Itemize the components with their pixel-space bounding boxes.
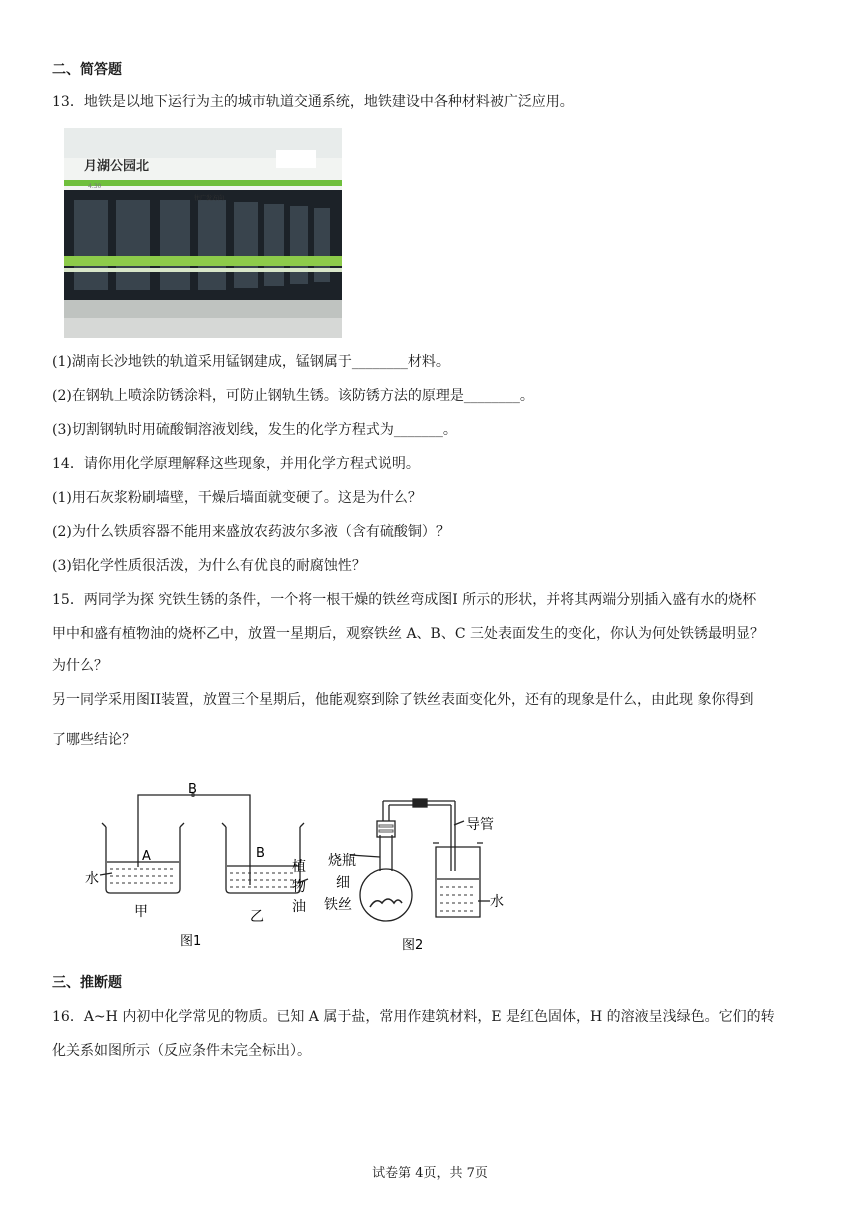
- station-name-sign: 月湖公园北: [84, 159, 150, 174]
- page-footer: 试卷第 4页，共 7页: [372, 1166, 488, 1181]
- question-13-stem: 13．地铁是以地下运行为主的城市轨道交通系统，地铁建设中各种材料被广泛应用。: [52, 94, 574, 110]
- question-15-line-2: 甲中和盛有植物油的烧杯乙中，放置一星期后，观察铁丝 A、B、C 三处表面发生的变化，你认为何处铁锈最明显？: [52, 626, 765, 642]
- question-14-part-1: (1)用石灰浆粉刷墙壁，干燥后墙面就变硬了。这是为什么？: [52, 490, 422, 506]
- label-tube: 导管: [466, 817, 494, 833]
- label-beaker-jia: 甲: [134, 904, 148, 920]
- direction-sign: 往广发方向: [194, 195, 225, 202]
- label-oil-3: 油: [292, 899, 306, 915]
- section-heading-inference: 三、推断题: [52, 975, 122, 991]
- question-13-part-3: (3)切割钢轨时用硫酸铜溶液划线，发生的化学方程式为_______。: [52, 422, 457, 438]
- sign-number: 4.30: [88, 183, 102, 190]
- question-15-line-5: 了哪些结论？: [52, 732, 136, 748]
- question-13-part-1: (1)湖南长沙地铁的轨道采用锰钢建成，锰钢属于________材料。: [52, 354, 450, 370]
- label-oil-1: 植: [292, 859, 306, 875]
- label-water-left: 水: [85, 871, 99, 887]
- label-fine: 细: [336, 875, 350, 891]
- figure-1-iron-wire-beakers: [100, 795, 308, 893]
- label-b: B: [256, 846, 265, 861]
- label-oil-2: 物: [292, 879, 306, 895]
- metro-station-photo: [64, 128, 342, 338]
- label-a: A: [142, 849, 151, 864]
- question-14-stem: 14．请你用化学原理解释这些现象，并用化学方程式说明。: [52, 456, 420, 472]
- question-14-part-2: (2)为什么铁质容器不能用来盛放农药波尔多液（含有硫酸铜）？: [52, 524, 450, 540]
- label-water-right: 水: [490, 894, 504, 910]
- label-flask: 烧瓶: [328, 853, 356, 869]
- section-heading-short-answer: 二、简答题: [52, 62, 122, 78]
- label-beaker-yi: 乙: [250, 909, 264, 925]
- question-15-line-3: 为什么？: [52, 658, 108, 674]
- caption-figure-1: 图1: [180, 934, 202, 949]
- question-16-line-1: 16．A~H 内初中化学常见的物质。已知 A 属于盐，常用作建筑材料，E 是红色固体，H 的溶液呈浅绿色。它们的转: [52, 1009, 775, 1025]
- question-14-part-3: (3)铝化学性质很活泼，为什么有优良的耐腐蚀性？: [52, 558, 366, 574]
- caption-figure-2: 图2: [402, 938, 424, 953]
- question-15-line-1: 15．两同学为探 究铁生锈的条件，一个将一根干燥的铁丝弯成图I 所示的形状，并将其两端分别插入盛有水的烧杯: [52, 592, 757, 608]
- question-15-line-4: 另一同学采用图II装置，放置三个星期后，他能观察到除了铁丝表面变化外，还有的现象是什么，由此现 象你得到: [52, 692, 754, 708]
- label-iron-wire: 铁丝: [324, 897, 352, 913]
- label-b-top: B: [188, 782, 197, 797]
- experiment-figures: [80, 775, 530, 965]
- question-13-part-2: (2)在钢轨上喷涂防锈涂料，可防止钢轨生锈。该防锈方法的原理是________。: [52, 388, 534, 404]
- question-16-line-2: 化关系如图所示（反应条件未完全标出）。: [52, 1043, 311, 1059]
